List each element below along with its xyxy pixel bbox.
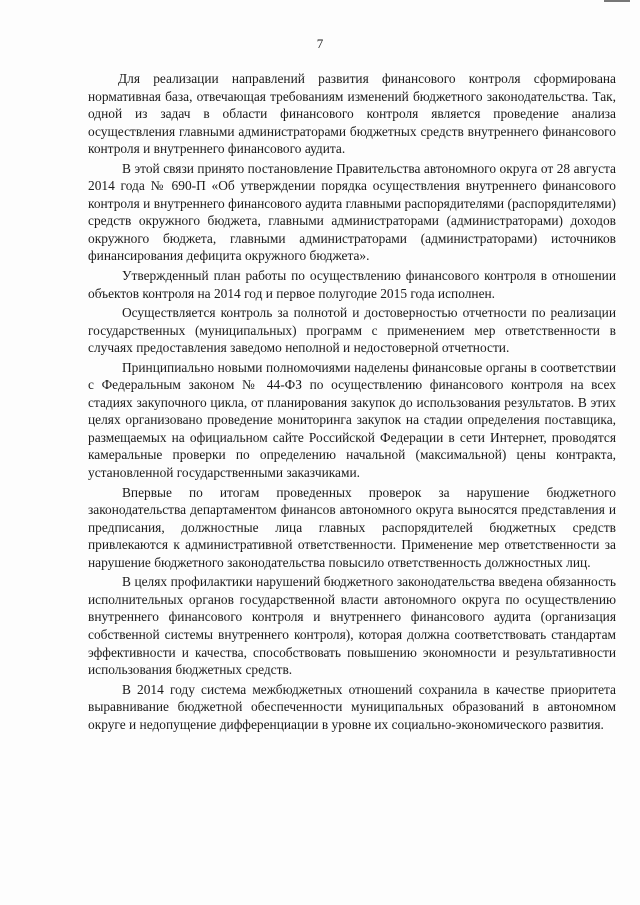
paragraph-financial-control-base: Для реализации направлений развития финансового контроля сформирована нормативная база, отвечающая требованиям изменений бюджетного законодательства. Так, одной из задач в области финансового контроля является проведение анализа осуществления главными администраторами бюджетных средств внутреннего финансового контроля и внутреннего финансового аудита. <box>88 71 616 157</box>
paragraph-inspection-results: Впервые по итогам проведенных проверок за нарушение бюджетного законодательства департаментом финансов автономного округа выносятся представления и предписания, должностные лица главных распорядителей бюджетных средств привлекаются к административной ответственности. Применение мер ответственности за нарушение бюджетного законодательства повысило ответственность должностных лиц. <box>88 484 616 570</box>
document-body <box>88 70 616 733</box>
paragraph-procurement-control: Принципиально новыми полномочиями наделены финансовые органы в соответствии с Федеральным законом № 44-ФЗ по осуществлению финансового контроля на всех стадиях закупочного цикла, от планирования закупок до использования результатов. В этих целях организовано проведение мониторинга закупок на стадии определения поставщика, размещаемых на официальном сайте Российской Федерации в сети Интернет, проводятся камеральные проверки по определению начальной (максимальной) цены контракта, установленной государственными заказчиками. <box>88 359 616 481</box>
paragraph-work-plan: Утвержденный план работы по осуществлению финансового контроля в отношении объектов контроля на 2014 год и первое полугодие 2015 года исполнен. <box>88 268 616 301</box>
paragraph-reporting-control: Осуществляется контроль за полнотой и достоверностью отчетности по реализации государственных (муниципальных) программ с применением мер ответственности в случаях предоставления заведомо неполной и недостоверной отчетности. <box>88 305 616 356</box>
paragraph-interbudget-relations: В 2014 году система межбюджетных отношений сохранила в качестве приоритета выравнивание бюджетной обеспеченности муниципальных образований в автономном округе и недопущение дифференциации в уровне их социально-экономического развития. <box>88 681 616 732</box>
scan-edge-mark <box>604 0 630 2</box>
page-number: 7 <box>316 36 324 51</box>
paragraph-internal-control-duty: В целях профилактики нарушений бюджетного законодательства введена обязанность исполнительных органов государственной власти автономного округа по осуществлению внутреннего финансового контроля и внутреннего финансового аудита (организация собственной системы внутреннего контроля), которая должна соответствовать стандартам эффективности и качества, способствовать повышению экономности и результативности использования бюджетных средств. <box>88 574 616 678</box>
paragraph-government-resolution: В этой связи принято постановление Правительства автономного округа от 28 августа 2014 года № 690-П «Об утверждении порядка осуществления внутреннего финансового контроля и внутреннего финансового аудита главными распорядителями (распорядителями) средств окружного бюджета, главными администраторами (администраторами) доходов окружного бюджета, главными администраторами (администраторами) источников финансирования дефицита окружного бюджета». <box>88 160 616 264</box>
